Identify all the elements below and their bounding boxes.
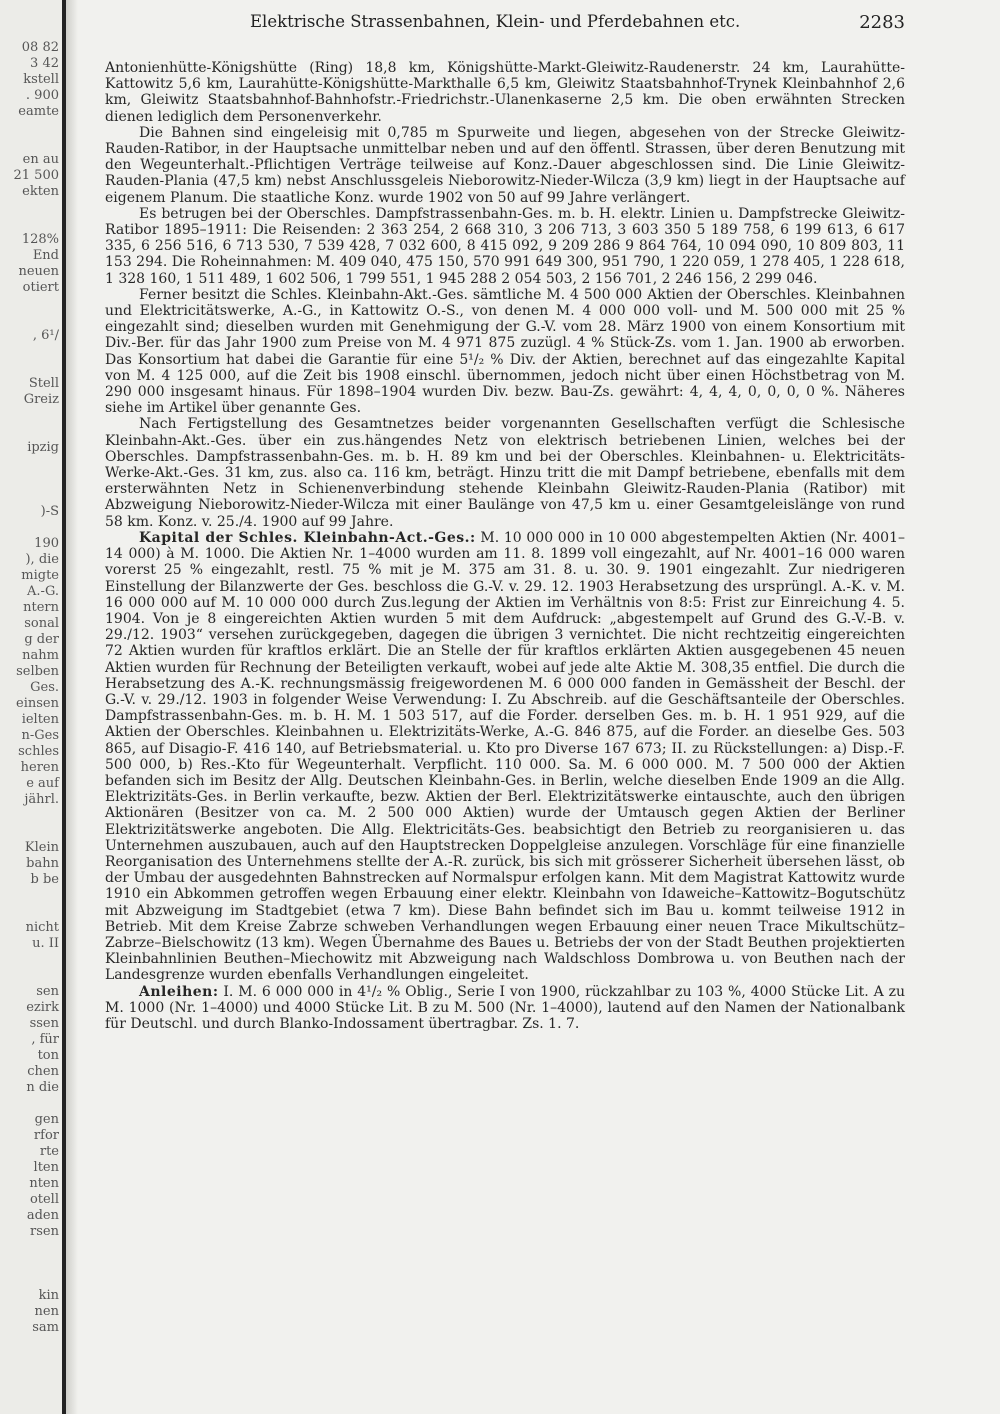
strip-fragment: einsen (16, 696, 59, 711)
strip-fragment: sam (32, 1320, 59, 1335)
strip-fragment: nicht (25, 920, 59, 935)
paragraph-text: Die Bahnen sind eingeleisig mit 0,785 m Spurweite und liegen, abgesehen von der Strecke Gleiwitz-Rauden-Ratibor, in der Hauptsache unmittelbar neben und auf den öffentl. Strassen, über deren Benutzung mit den Wegeunterhalt.-Pflichtigen Verträge teilweise auf Konz.-Dauer abgeschlossen sind. Die Linie Gleiwitz-Rauden-Plania (47,5 km) nebst Anschlussgeleis Nieborowitz-Nieder-Wilcza (3,9 km) liegt in der Hauptsache auf eigenem Planum. Die staatliche Konz. wurde 1902 von 50 auf 99 Jahre verlängert. (105, 124, 905, 206)
paragraph-text: I. M. 6 000 000 in 4¹/₂ % Oblig., Serie I von 1900, rückzahlbar zu 103 %, 4000 Stücke Lit. A zu M. 1000 (Nr. 1–4000) und 4000 Stücke Lit. B zu M. 500 (Nr. 1–4000), lautend auf den Namen der Nationalbank für Deutschl. und durch Blanko-Indossament übertragbar. Zs. 1. 7. (105, 983, 905, 1032)
strip-fragment: n-Ges (21, 728, 59, 743)
strip-fragment: rsen (30, 1224, 59, 1239)
strip-fragment: en au (22, 152, 59, 167)
page-number: 2283 (859, 12, 905, 33)
strip-fragment: n die (26, 1080, 59, 1095)
paragraph (105, 416, 905, 529)
strip-fragment: nten (29, 1176, 59, 1191)
strip-fragment: 21 500 (13, 168, 59, 183)
paragraph-text: Ferner besitzt die Schles. Kleinbahn-Akt.-Ges. sämtliche M. 4 500 000 Aktien der Oberschles. Kleinbahnen und Elektricitätswerke, A.-G., in Kattowitz O.-S., von denen M. 4 000 000 voll- und M. 500 000 mit 25 % eingezahlt sind; dieselben wurden mit Genehmigung der G.-V. vom 28. März 1900 von einem Konsortium mit Div.-Ber. für das Jahr 1900 zum Preise von M. 4 971 875 zuzügl. 4 % Stück-Zs. vom 1. Jan. 1900 ab erworben. Das Konsortium hat dabei die Garantie für eine 5¹/₂ % Div. der Aktien, berechnet auf das eingezahlte Kapital von M. 4 125 000, auf die Zeit bis 1908 einschl. übernommen, jedoch nicht über einen Höchstbetrag von M. 290 000 insgesamt hinaus. Für 1898–1904 wurden Div. bezw. Bau-Zs. gewährt: 4, 4, 4, 0, 0, 0, 0 %. Näheres siehe im Artikel über genannte Ges. (105, 286, 905, 417)
strip-fragment: nahm (22, 648, 59, 663)
page-header (105, 8, 905, 36)
strip-fragment: 3 42 (30, 56, 59, 71)
strip-fragment: ssen (29, 1016, 59, 1031)
strip-fragment: 190 (34, 536, 59, 551)
strip-fragment: eamte (18, 104, 59, 119)
strip-fragment: b be (30, 872, 59, 887)
strip-fragment: otell (29, 1192, 59, 1207)
strip-fragment: . 900 (25, 88, 59, 103)
strip-fragment: ntern (23, 600, 59, 615)
paragraph-lead: Kapital der Schles. Kleinbahn-Act.-Ges.: (139, 529, 476, 546)
strip-fragment: nen (34, 1304, 59, 1319)
strip-fragment: Klein (24, 840, 59, 855)
strip-fragment: gen (34, 1112, 59, 1127)
strip-fragment: , für (31, 1032, 59, 1047)
paragraph-text: Nach Fertigstellung des Gesamtnetzes beider vorgenannten Gesellschaften verfügt die Schlesische Kleinbahn-Akt.-Ges. über ein zus.hängendes Netz von elektrisch betriebenen Linien, welches bei der Oberschles. Dampfstrassenbahn-Ges. m. b. H. 89 km und bei der Oberschles. Kleinbahnen- u. Elektricitäts-Werke-Akt.-Ges. 31 km, zus. also ca. 116 km, beträgt. Hinzu tritt die mit Dampf betriebene, ebenfalls mit dem ersterwähnten Netz in Schienenverbindung stehende Kleinbahn Gleiwitz-Rauden-Plania (Ratibor) mit Abzweigung Nieborowitz-Nieder-Wilcza mit einer Baulänge von 47,5 km u. einer Gesamtgeleislänge von rund 58 km. Konz. v. 25./4. 1900 auf 99 Jahre. (105, 416, 905, 530)
strip-fragment: rfor (33, 1128, 59, 1143)
strip-fragment: 128% (21, 232, 59, 247)
paragraph-lead: Anleihen: (139, 983, 219, 1000)
strip-fragment: ezirk (26, 1000, 59, 1015)
strip-fragment: otiert (22, 280, 59, 295)
strip-fragment: chen (27, 1064, 59, 1079)
strip-fragment: migte (21, 568, 59, 583)
strip-fragment: heren (20, 760, 59, 775)
strip-fragment: Greiz (23, 392, 59, 407)
paragraph-text: Es betrugen bei der Oberschles. Dampfstrassenbahn-Ges. m. b. H. elektr. Linien u. Dampfstrecke Gleiwitz-Ratibor 1895–1911: Die Reisenden: 2 363 254, 2 668 310, 3 206 713, 3 603 350 5 189 758, 6 199 613, 6 617 335, 6 256 516, 6 713 530, 7 539 428, 7 032 600, 8 415 092, 9 209 286 9 864 764, 10 094 090, 10 809 803, 11 153 294. Die Roheinnahmen: M. 409 040, 475 150, 570 991 649 300, 951 790, 1 220 059, 1 278 405, 1 228 618, 1 328 160, 1 511 489, 1 602 506, 1 799 551, 1 945 288 2 054 503, 2 156 701, 2 246 156, 2 299 046. (105, 205, 905, 287)
strip-fragment: ), die (25, 552, 59, 567)
strip-fragment: 08 82 (21, 40, 59, 55)
strip-fragment: neuen (18, 264, 59, 279)
strip-fragment: ielten (21, 712, 59, 727)
strip-fragment: Ges. (30, 680, 59, 695)
strip-fragment: lten (33, 1160, 59, 1175)
strip-fragment: e auf (26, 776, 59, 791)
strip-fragment: ipzig (27, 440, 59, 455)
paragraph (105, 287, 905, 417)
paragraph (105, 984, 905, 1033)
paragraph (105, 125, 905, 206)
strip-fragment: jährl. (24, 792, 59, 807)
strip-fragment: )-S (40, 504, 59, 519)
strip-fragment: sonal (24, 616, 59, 631)
strip-fragment: Stell (28, 376, 59, 391)
paragraph (105, 60, 905, 125)
strip-fragment: schles (18, 744, 59, 759)
strip-fragment: aden (26, 1208, 59, 1223)
strip-fragment: End (32, 248, 59, 263)
adjacent-page-fragment (0, 0, 62, 1414)
strip-fragment: kin (38, 1288, 59, 1303)
strip-fragment: rte (39, 1144, 59, 1159)
body-text (105, 60, 905, 1032)
strip-fragment: selben (16, 664, 59, 679)
strip-fragment: bahn (26, 856, 59, 871)
paragraph (105, 206, 905, 287)
strip-fragment: g der (24, 632, 59, 647)
paragraph-text: Antonienhütte-Königshütte (Ring) 18,8 km, Königshütte-Markt-Gleiwitz-Raudenerstr. 24 km, Laurahütte-Kattowitz 5,6 km, Laurahütte-Königshütte-Markthalle 6,5 km, Gleiwitz Staatsbahnhof-Trynek Kleinbahnhof 2,6 km, Gleiwitz Staatsbahnhof-Bahnhofstr.-Friedrichstr.-Ulanenkaserne 2,5 km. Die oben erwähnten Strecken dienen lediglich dem Personenverkehr. (105, 60, 905, 125)
paragraph-text: M. 10 000 000 in 10 000 abgestempelten Aktien (Nr. 4001–14 000) à M. 1000. Die Aktien Nr. 1–4000 wurden am 11. 8. 1899 voll eingezahlt, auf Nr. 4001–16 000 waren vorerst 25 % eingezahlt, restl. 75 % mit je M. 375 am 31. 8. u. 30. 9. 1901 eingezahlt. Zur niedrigeren Einstellung der Bilanzwerte der Ges. beschloss die G.-V. v. 29. 12. 1903 Herabsetzung des ursprüngl. A.-K. v. M. 16 000 000 auf M. 10 000 000 durch Zus.legung der Aktien im Verhältnis von 8:5: Frist zur Einreichung 4. 5. 1904. Von je 8 eingereichten Aktien wurden 5 mit dem Aufdruck: „abgestempelt auf Grund des G.-V.-B. v. 29./12. 1903“ versehen zurückgegeben, dagegen die übrigen 3 vernichtet. Die nicht rechtzeitig eingereichten 72 Aktien wurden für kraftlos erklärt. Die an Stelle der für kraftlos erklärten Aktien ausgegebenen 45 neuen Aktien wurden für Rechnung der Beteiligten verkauft, wobei auf jede alte Aktie M. 308,35 entfiel. Die durch die Herabsetzung des A.-K. rechnungsmässig freigewordenen M. 6 000 000 fanden in Gemässheit der Beschl. der G.-V. v. 29./12. 1903 in folgender Weise Verwendung: I. Zu Abschreib. auf die Geschäftsanteile der Oberschles. Dampfstrassenbahn-Ges. m. b. H. M. 1 503 517, auf die Forder. derselben Ges. m. b. H. 1 951 929, auf die Aktien der Oberschles. Kleinbahnen u. Elektrizitäts-Werke, A.-G. 846 875, auf die Forder. an dieselbe Ges. 503 865, auf Disagio-F. 416 140, auf Betriebsmaterial. u. Kto pro Diverse 167 673; II. zu Rückstellungen: a) Disp.-F. 500 000, b) Res.-Kto für Wegeunterhalt. Verpflicht. 110 000. Sa. M. 6 000 000. M. 7 500 000 der Aktien befanden sich im Besitz der Allg. Deutschen Kleinbahn-Ges. in Berlin, welche dieselben Ende 1909 an die Allg. Elektrizitäts-Ges. in Berlin verkaufte, bezw. Aktien der Berl. Elektrizitätswerke eintauschte, auch den übrigen Aktionären (Besitzer von ca. M. 2 500 000 Aktien) wurde der Umtausch gegen Aktien der Berliner Elektrizitätswerke angeboten. Die Allg. Elektricitäts-Ges. beabsichtigt den Betrieb zu reorganisieren u. das Unternehmen auszubauen, auch auf den Hauptstrecken Doppelgleise anzulegen. Vorschläge für eine finanzielle Reorganisation des Unternehmens stellte der A.-R. zurück, bis sich mit grösserer Sicherheit übersehen lässt, ob der Umbau der ausgedehnten Bahnstrecken auf Normalspur erfolgen kann. Mit dem Magistrat Kattowitz wurde 1910 ein Abkommen getroffen wegen Erbauung einer elektr. Kleinbahn von Idaweiche–Kattowitz–Bogutschütz mit Abzweigung im Stadtgebiet (etwa 7 km). Diese Bahn befindet sich im Bau u. kommt teilweise 1912 in Betrieb. Mit dem Kreise Zabrze schweben Verhandlungen wegen Erbauung einer neuen Trace Mikultschütz–Zabrze–Bielschowitz (13 km). Wegen Übernahme des Baues u. Betriebs der von der Stadt Beuthen projektierten Kleinbahnlinien Beuthen–Miechowitz mit Abzweigung nach Waldschloss Dombrowa u. von Beuthen nach der Landesgrenze wurden ebenfalls Verhandlungen eingeleitet. (105, 529, 905, 984)
running-title: Elektrische Strassenbahnen, Klein- und Pferdebahnen etc. (250, 12, 741, 31)
paragraph (105, 530, 905, 984)
strip-fragment: ekten (22, 184, 59, 199)
strip-fragment: sen (36, 984, 59, 999)
strip-fragment: A.-G. (27, 584, 59, 599)
strip-fragment: kstell (23, 72, 59, 87)
gutter-shadow (66, 0, 78, 1414)
strip-fragment: u. II (32, 936, 59, 951)
strip-fragment: ton (37, 1048, 59, 1063)
strip-fragment: , 6¹/ (32, 328, 59, 343)
